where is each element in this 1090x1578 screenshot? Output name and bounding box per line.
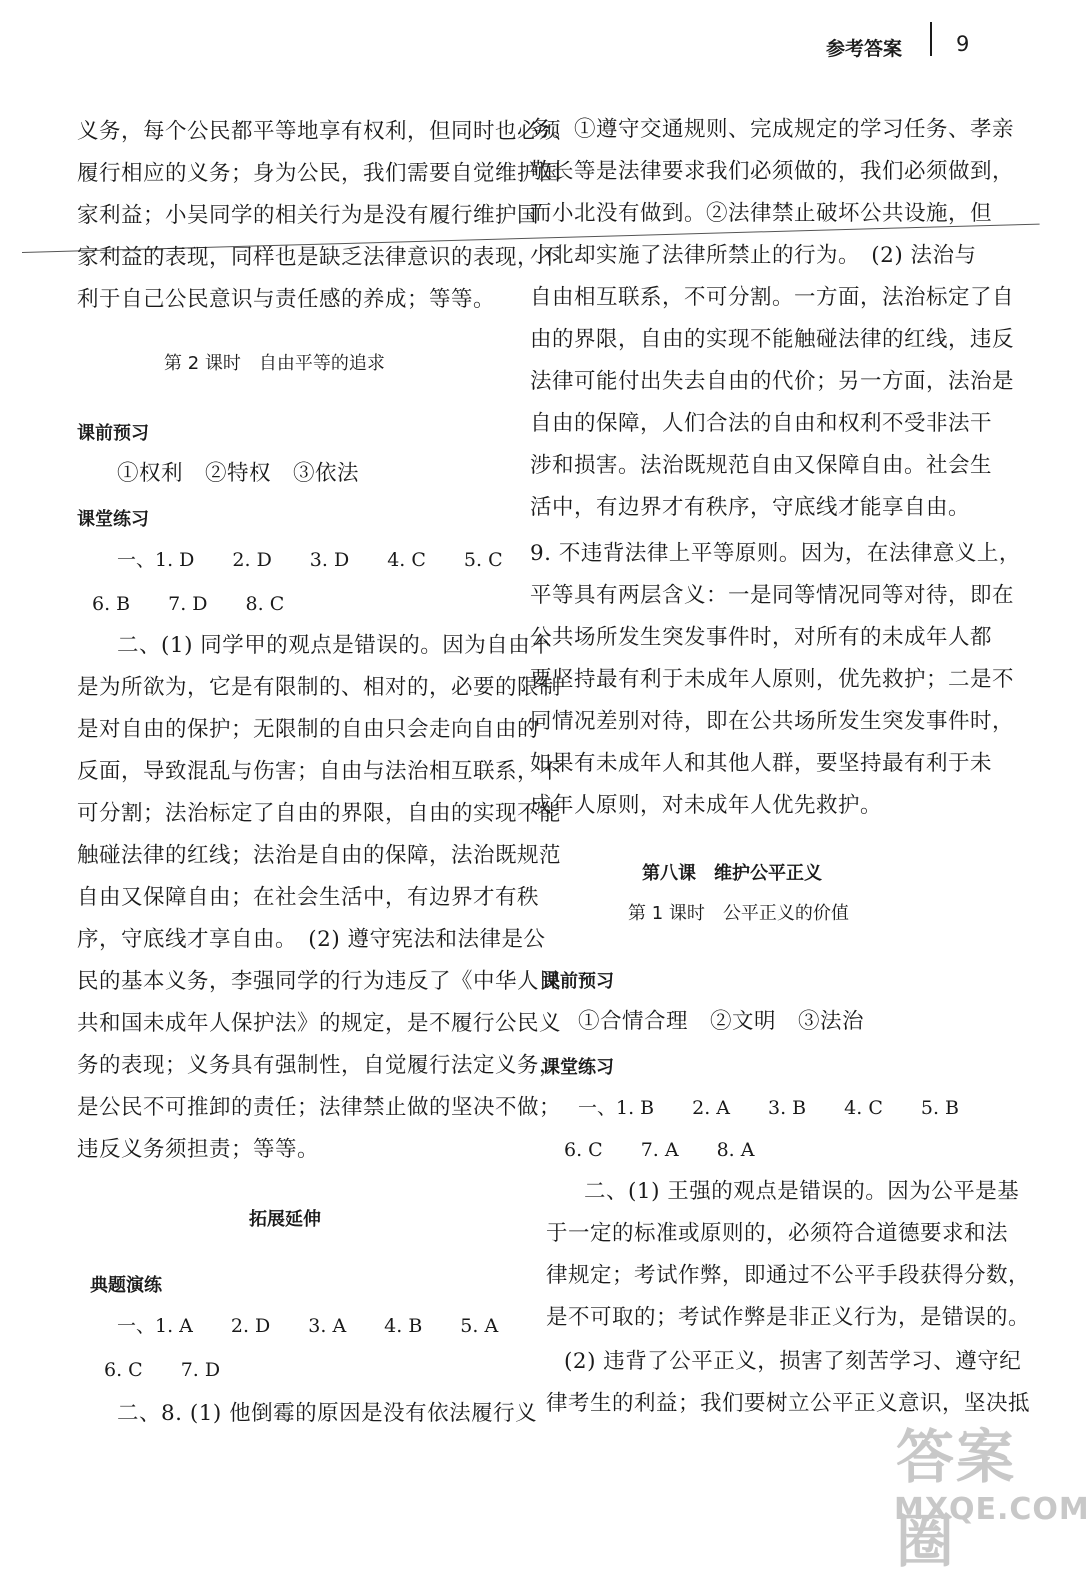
left-text-line: 务的表现；义务具有强制性，自觉履行法定义务，: [77, 1053, 562, 1078]
watermark-logo: [888, 1410, 1090, 1575]
right-text-line: 法律可能付出失去自由的代价；另一方面，法治是: [530, 369, 1015, 394]
right-text-line: 同情况差别对待，即在公共场所发生突发事件时，: [530, 709, 1015, 734]
right-text-line: 是不可取的；考试作弊是非正义行为，是错误的。: [546, 1305, 1031, 1330]
right-text-line: 敬长等是法律要求我们必须做的，我们必须做到，: [530, 159, 1015, 184]
right-text-line: 成年人原则，对未成年人优先救护。: [530, 793, 883, 818]
right-heading: 课堂练习: [542, 1057, 614, 1078]
left-text-line: 民的基本义务，李强同学的行为违反了《中华人民: [77, 969, 562, 994]
left-heading: 典题演练: [90, 1275, 162, 1296]
left-text-line: 一、1. A 2. D 3. A 4. B 5. A: [117, 1315, 499, 1337]
right-text-line: 要坚持最有利于未成年人原则，优先救护；二是不: [530, 667, 1015, 692]
right-text-line: 如果有未成年人和其他人群，要坚持最有利于未: [530, 751, 993, 776]
right-text-line: 二、(1) 王强的观点是错误的。因为公平是基: [584, 1179, 1020, 1204]
left-text-line: 第 2 课时 自由平等的追求: [164, 353, 385, 374]
left-text-line: 利于自己公民意识与责任感的养成；等等。: [77, 287, 496, 312]
right-text-line: ①合情合理 ②文明 ③法治: [578, 1009, 865, 1034]
right-text-line: 9. 不违背法律上平等原则。因为，在法律意义上，: [530, 541, 1021, 566]
right-text-line: 小北却实施了法律所禁止的行为。 (2) 法治与: [530, 243, 977, 268]
right-text-line: 公共场所发生突发事件时，对所有的未成年人都: [530, 625, 993, 650]
left-heading: 课堂练习: [77, 509, 149, 530]
watermark-text: 答案圈: [896, 1423, 1017, 1575]
left-text-line: 二、(1) 同学甲的观点是错误的。因为自由不: [117, 633, 553, 658]
right-text-line: 平等具有两层含义：一是同等情况同等对待，即在: [530, 583, 1015, 608]
right-text-line: 由的界限，自由的实现不能触碰法律的红线，违反: [530, 327, 1015, 352]
left-text-line: 义务，每个公民都平等地享有权利，但同时也必须: [77, 119, 562, 144]
right-text-line: 自由的保障，人们合法的自由和权利不受非法干: [530, 411, 993, 436]
left-text-line: 家利益；小吴同学的相关行为是没有履行维护国: [77, 203, 540, 228]
right-text-line: 律考生的利益；我们要树立公平正义意识，坚决抵: [546, 1391, 1031, 1416]
left-text-line: 可分割；法治标定了自由的界限，自由的实现不能: [77, 801, 562, 826]
right-text-line: 一、1. B 2. A 3. B 4. C 5. B: [578, 1097, 959, 1119]
page-number: 9: [956, 32, 970, 56]
header-title: 参考答案: [826, 38, 903, 60]
left-text-line: 二、8. (1) 他倒霉的原因是没有依法履行义: [117, 1401, 538, 1426]
right-text-line: 于一定的标准或原则的，必须符合道德要求和法: [546, 1221, 1009, 1246]
right-heading: 课前预习: [542, 971, 614, 992]
left-text-line: 序，守底线才享自由。 (2) 遵守宪法和法律是公: [77, 927, 546, 952]
left-text-line: 6. B 7. D 8. C: [92, 593, 285, 615]
left-text-line: 触碰法律的红线；法治是自由的保障，法治既规范: [77, 843, 562, 868]
right-text-line: 第 1 课时 公平正义的价值: [628, 903, 849, 924]
right-text-line: 活中，有边界才有秩序，守底线才能享自由。: [530, 495, 971, 520]
left-text-line: 一、1. D 2. D 3. D 4. C 5. C: [117, 549, 503, 571]
left-text-line: 是公民不可推卸的责任；法律禁止做的坚决不做；: [77, 1095, 562, 1120]
right-text-line: 务。①遵守交通规则、完成规定的学习任务、孝亲: [530, 117, 1015, 142]
left-text-line: 拓展延伸: [249, 1209, 321, 1230]
left-text-line: 违反义务须担责；等等。: [77, 1137, 320, 1162]
header-divider: [930, 22, 932, 56]
left-text-line: 自由又保障自由；在社会生活中，有边界才有秩: [77, 885, 540, 910]
left-text-line: 6. C 7. D: [104, 1359, 221, 1381]
watermark-url: MXQE.COM: [894, 1492, 1090, 1527]
left-text-line: 共和国未成年人保护法》的规定，是不履行公民义: [77, 1011, 562, 1036]
right-text-line: (2) 违背了公平正义，损害了刻苦学习、遵守纪: [564, 1349, 1022, 1374]
left-text-line: 反面，导致混乱与伤害；自由与法治相互联系，不: [77, 759, 562, 784]
right-text-line: 涉和损害。法治既规范自由又保障自由。社会生: [530, 453, 993, 478]
right-text-line: 6. C 7. A 8. A: [564, 1139, 755, 1161]
left-text-line: 是为所欲为，它是有限制的、相对的，必要的限制: [77, 675, 562, 700]
left-text-line: 家利益的表现，同样也是缺乏法律意识的表现，不: [77, 245, 562, 270]
left-text-line: 是对自由的保护；无限制的自由只会走向自由的: [77, 717, 540, 742]
right-text-line: 第八课 维护公平正义: [642, 863, 822, 884]
right-text-line: 自由相互联系，不可分割。一方面，法治标定了自: [530, 285, 1015, 310]
left-text-line: 履行相应的义务；身为公民，我们需要自觉维护国: [77, 161, 562, 186]
right-text-line: 律规定；考试作弊，即通过不公平手段获得分数，: [546, 1263, 1031, 1288]
right-text-line: 而小北没有做到。②法律禁止破坏公共设施，但: [530, 201, 993, 226]
left-text-line: ①权利 ②特权 ③依法: [117, 461, 360, 486]
left-heading: 课前预习: [77, 423, 149, 444]
